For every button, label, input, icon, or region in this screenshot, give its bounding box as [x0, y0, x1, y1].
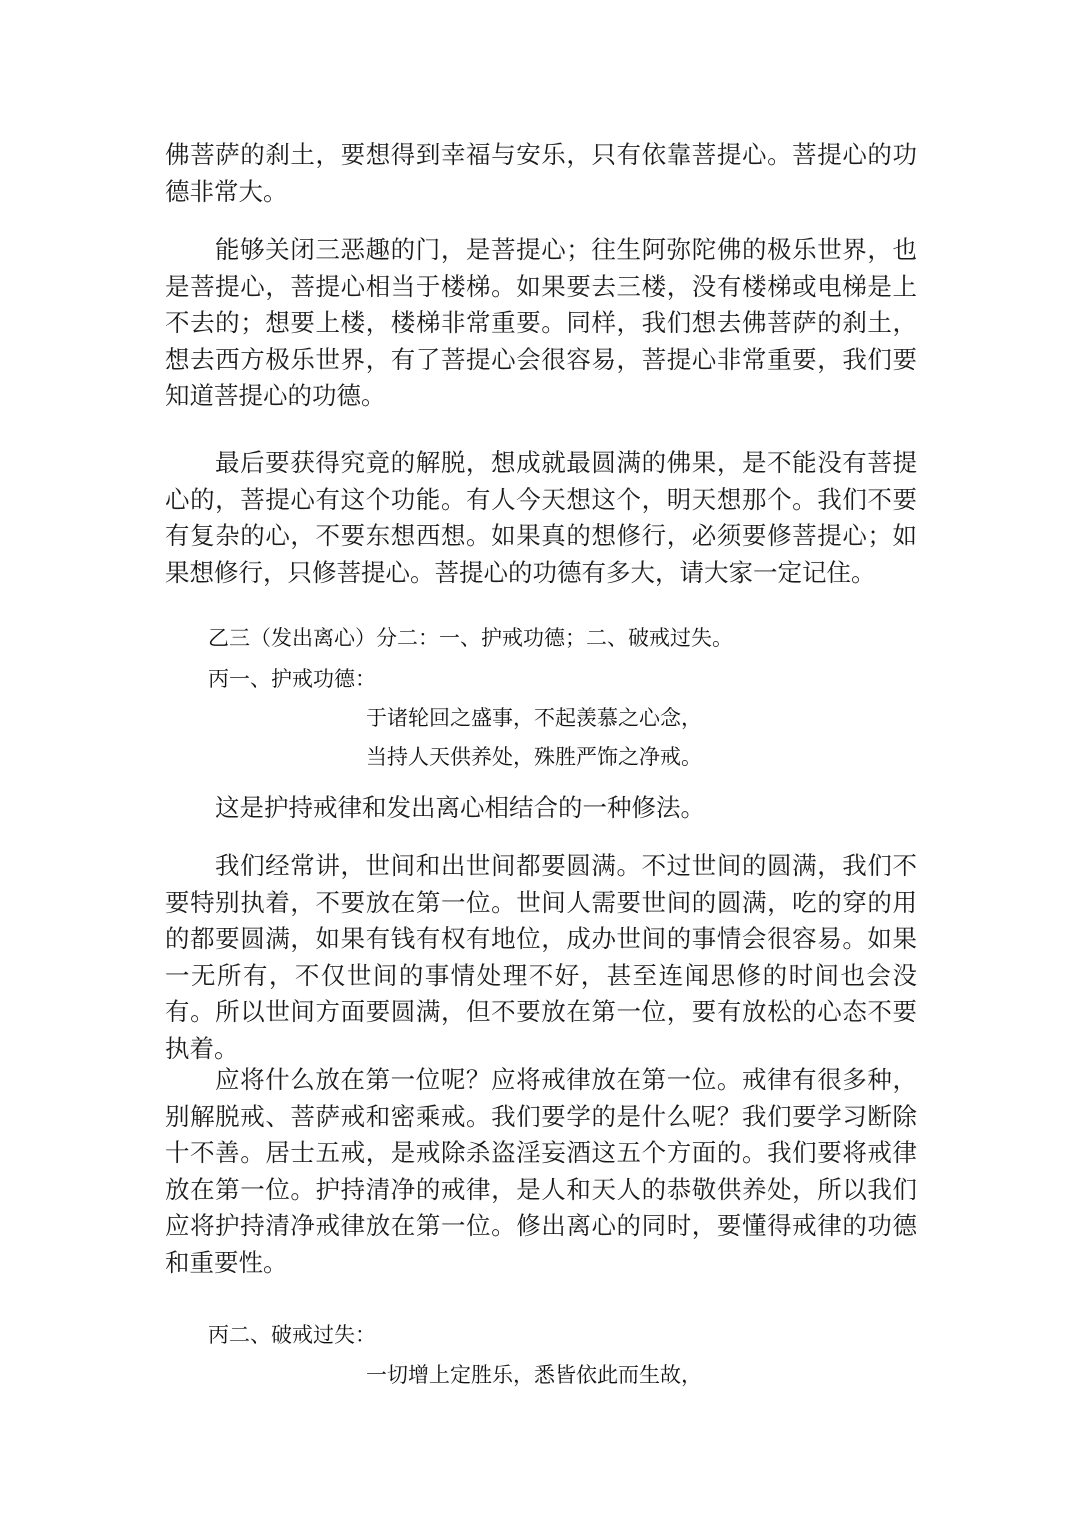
verse-line: 一切增上定胜乐，悉皆依此而生故， [366, 1363, 702, 1387]
verse-line: 于诸轮回之盛事，不起羡慕之心念， [366, 706, 702, 730]
paragraph-bodhicitta-merit: 佛菩萨的刹土，要想得到幸福与安乐，只有依靠菩提心。菩提心的功德非常大。 [165, 140, 917, 206]
paragraph-ultimate-liberation: 最后要获得究竟的解脱，想成就最圆满的佛果，是不能没有菩提心的，菩提心有这个功能。有人今天想这个，明天想那个。我们不要有复杂的心，不要东想西想。如果真的想修行，必须要修菩提心；如果想修行，只修菩提心。菩提心的功德有多大，请大家一定记住。 [165, 448, 917, 587]
subheading-precept-faults: 丙二、破戒过失： [208, 1323, 376, 1347]
paragraph-worldly-perfection: 我们经常讲，世间和出世间都要圆满。不过世间的圆满，我们不要特别执着，不要放在第一位。世间人需要世间的圆满，吃的穿的用的都要圆满，如果有钱有权有地位，成办世间的事情会很容易。如果一无所有，不仅世间的事情处理不好，甚至连闻思修的时间也会没有。所以世间方面要圆满，但不要放在第一位，要有放松的心态不要执着。 [165, 851, 917, 1063]
verse-line: 当持人天供养处，殊胜严饰之净戒。 [366, 745, 702, 769]
paragraph-bodhicitta-stairs: 能够关闭三恶趣的门，是菩提心；往生阿弥陀佛的极乐世界，也是菩提心，菩提心相当于楼梯。如果要去三楼，没有楼梯或电梯是上不去的；想要上楼，楼梯非常重要。同样，我们想去佛菩萨的刹土，想去西方极乐世界，有了菩提心会很容易，菩提心非常重要，我们要知道菩提心的功德。 [165, 235, 917, 410]
paragraph-precepts-first: 应将什么放在第一位呢？应将戒律放在第一位。戒律有很多种，别解脱戒、菩萨戒和密乘戒。我们要学的是什么呢？我们要学习断除十不善。居士五戒，是戒除杀盗淫妄酒这五个方面的。我们要将戒律放在第一位。护持清净的戒律，是人和天人的恭敬供养处，所以我们应将护持清净戒律放在第一位。修出离心的同时，要懂得戒律的功德和重要性。 [165, 1065, 917, 1277]
subheading-precept-merit: 丙一、护戒功德： [208, 667, 376, 691]
section-heading: 乙三（发出离心）分二：一、护戒功德；二、破戒过失。 [208, 626, 733, 650]
paragraph-practice-method: 这是护持戒律和发出离心相结合的一种修法。 [215, 793, 705, 822]
